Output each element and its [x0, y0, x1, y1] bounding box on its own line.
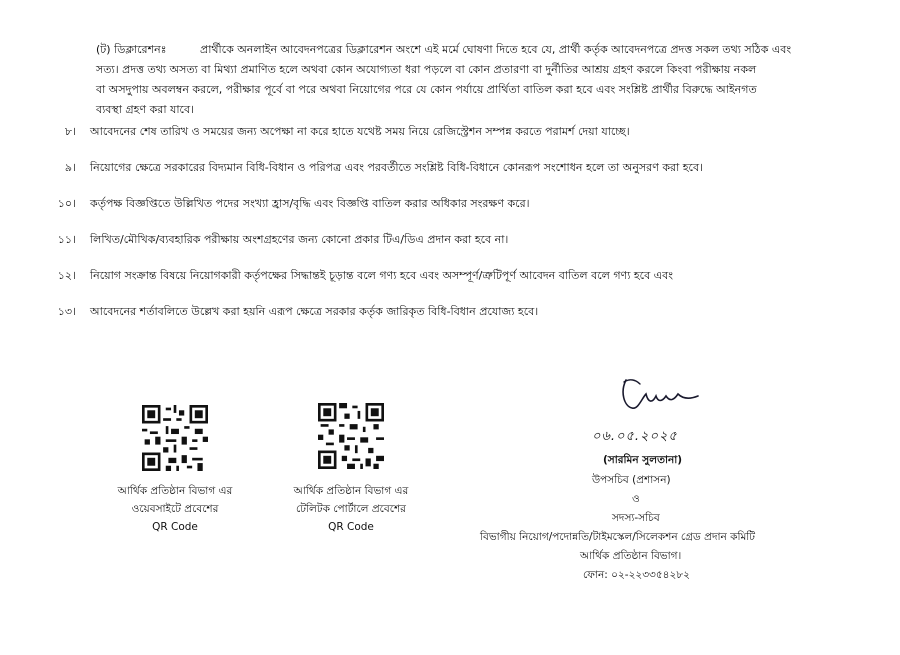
clause-t-line: প্রার্থীকে অনলাইন আবেদনপত্রের ডিক্লারেশন অংশে এই মর্মে ঘোষণা দিতে হবে যে, প্রার্থী কর্তৃক আবেদনপত্রে প্রদত্ত সকল তথ্য সঠিক এবং: [200, 43, 792, 56]
item-number: ৮।: [64, 125, 76, 138]
item-text: নিয়োগের ক্ষেত্রে সরকারের বিদ্যমান বিধি-বিধান ও পরিপত্র এবং পরবর্তীতে সংশ্লিষ্ট বিধি-বিধানে কোনরূপ সংশোধন হলে তা অনুসরণ করা হবে।: [90, 161, 704, 174]
signatory-phone: ফোন: ০২-২২৩৩৫৪২৮২: [583, 569, 690, 581]
qr-code-website-icon[interactable]: [142, 405, 208, 471]
signatory-committee: বিভাগীয় নিয়োগ/পদোন্নতি/টাইমস্কেল/সিলেকশন গ্রেড প্রদান কমিটি: [480, 531, 756, 543]
signatory-role: সদস্য-সচিব: [612, 512, 660, 524]
qr-caption-line: QR Code: [328, 521, 374, 533]
qr-caption-line: টেলিটক পোর্টালে প্রবেশের: [296, 503, 406, 515]
qr-caption-line: ওয়েবসাইটে প্রবেশের: [131, 503, 219, 515]
qr-code-teletalk-icon[interactable]: [318, 403, 384, 469]
item-text: আবেদনের শেষ তারিখ ও সময়ের জন্য অপেক্ষা না করে হাতে যথেষ্ট সময় নিয়ে রেজিস্ট্রেশন সম্পন্ন করতে পরামর্শ দেয়া যাচ্ছে।: [90, 125, 630, 138]
qr-caption-line: আর্থিক প্রতিষ্ঠান বিভাগ এর: [293, 485, 409, 497]
qr-website-caption: [80, 482, 270, 536]
signatory-conjunction: ও: [632, 493, 640, 505]
clause-t-label: (ট) ডিক্লারেশনঃ: [96, 43, 167, 56]
item-number: ৯।: [64, 161, 76, 174]
signature-date: ০৬.০৫.২০২৫: [592, 429, 678, 444]
qr-teletalk-caption: [256, 482, 446, 536]
item-text: লিখিত/মৌখিক/ব্যবহারিক পরীক্ষায় অংশগ্রহণের জন্য কোনো প্রকার টিএ/ডিএ প্রদান করা হবে না।: [90, 233, 509, 246]
item-text: কর্তৃপক্ষ বিজ্ঞপ্তিতে উল্লিখিত পদের সংখ্যা হ্রাস/বৃদ্ধি এবং বিজ্ঞপ্তি বাতিল করার অধিকার সংরক্ষণ করে।: [90, 197, 530, 210]
clause-t-line: বা অসদুপায় অবলম্বন করলে, পরীক্ষার পূর্বে বা পরে অথবা নিয়োগের পরে যে কোন পর্যায়ে প্রার্থিতা বাতিল করা হবে এবং সংশ্লিষ্ট প্রার্থীর বিরুদ্ধে আইনগত: [96, 83, 757, 96]
qr-caption-line: আর্থিক প্রতিষ্ঠান বিভাগ এর: [117, 485, 233, 497]
qr-caption-line: QR Code: [152, 521, 198, 533]
item-text: আবেদনের শর্তাবলিতে উল্লেখ করা হয়নি এরূপ ক্ষেত্রে সরকার কর্তৃক জারিকৃত বিধি-বিধান প্রযোজ্য হবে।: [90, 305, 539, 318]
clause-t-line: ব্যবস্থা গ্রহণ করা যাবে।: [96, 103, 195, 116]
item-number: ১১।: [57, 233, 76, 246]
signatory-division: আর্থিক প্রতিষ্ঠান বিভাগ।: [580, 550, 682, 562]
signatory-designation: উপসচিব (প্রশাসন): [592, 474, 671, 486]
item-text: নিয়োগ সংক্রান্ত বিষয়ে নিয়োগকারী কর্তৃপক্ষের সিদ্ধান্তই চূড়ান্ত বলে গণ্য হবে এবং অসম্পূর্ণ/ত্রুটিপূর্ণ আবেদন বাতিল বলে গণ্য হবে এবং: [90, 269, 673, 282]
signatory-name: (সারমিন সুলতানা): [603, 454, 683, 466]
item-number: ১২।: [57, 269, 76, 282]
item-number: ১৩।: [57, 305, 76, 318]
item-number: ১০।: [57, 197, 76, 210]
handwritten-signature: [618, 372, 708, 422]
clause-t-line: সত্য। প্রদত্ত তথ্য অসত্য বা মিথ্যা প্রমাণিত হলে অথবা কোন অযোগ্যতা ধরা পড়লে বা কোন প্রতারণা বা দুর্নীতির আশ্রয় গ্রহণ করলে কিংবা পরীক্ষায় নকল: [96, 63, 757, 76]
